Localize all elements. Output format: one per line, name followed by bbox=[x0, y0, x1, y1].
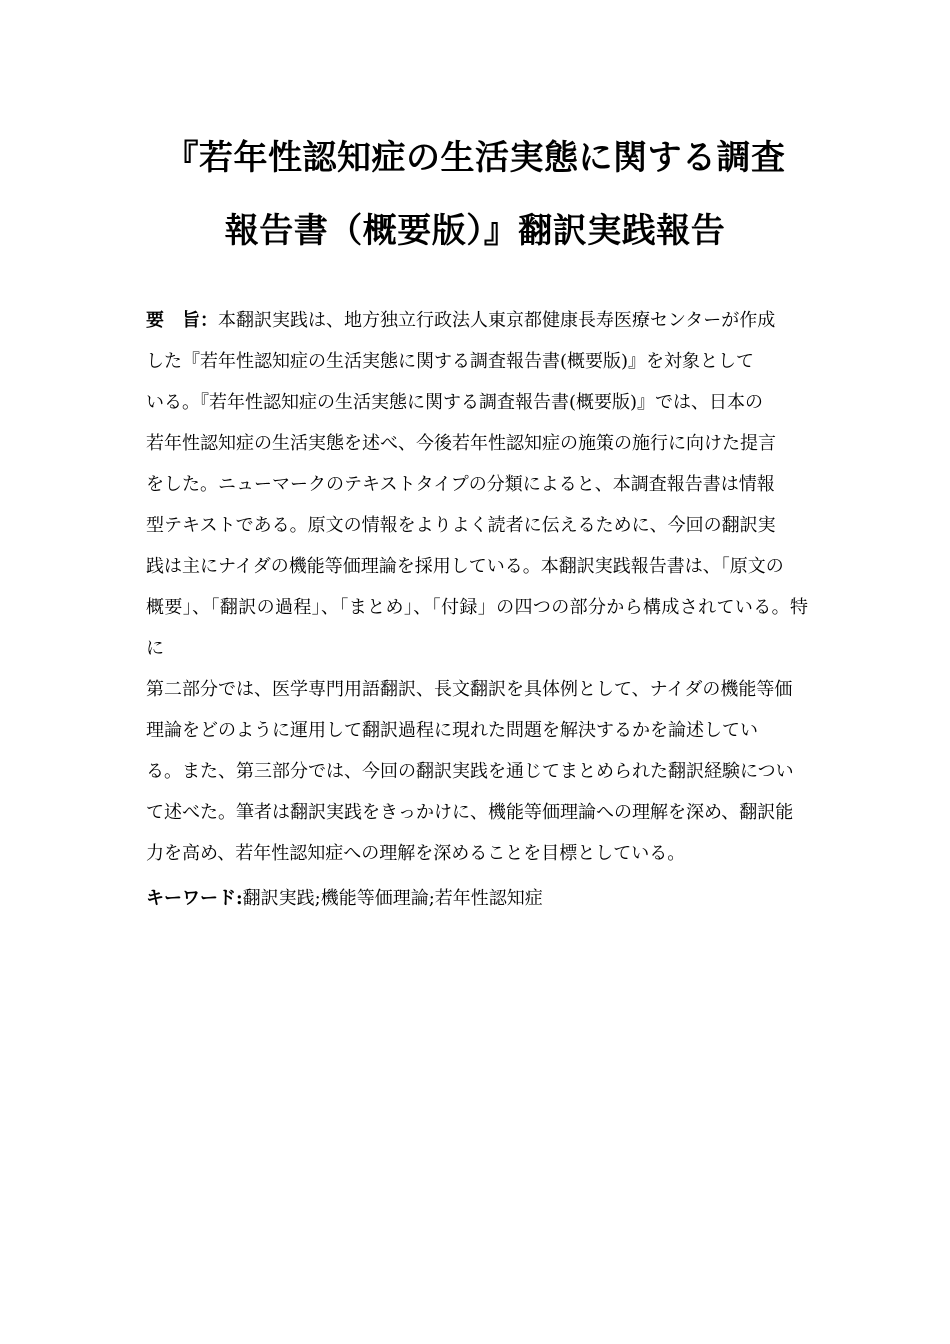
keywords-value: 翻訳実践;機能等価理論;若年性認知症 bbox=[242, 888, 543, 909]
abstract-line: いる。『若年性認知症の生活実態に関する調査報告書(概要版)』では、日本の bbox=[146, 392, 764, 413]
abstract-line: をした。ニューマークのテキストタイプの分類によると、本調査報告書は情報 bbox=[146, 474, 775, 495]
abstract-line: 本翻訳実践は、地方独立行政法人東京都健康長寿医療センターが作成 bbox=[218, 310, 776, 331]
abstract-line: 若年性認知症の生活実態を述べ、今後若年性認知症の施策の施行に向けた提言 bbox=[146, 433, 776, 454]
abstract-line: 理論をどのように運用して翻訳過程に現れた問題を解決するかを論述してい bbox=[146, 720, 758, 741]
document-title bbox=[95, 122, 855, 268]
title-line-1: 『若年性認知症の生活実態に関する調査 bbox=[164, 138, 786, 178]
keywords-label: キーワード: bbox=[146, 888, 243, 909]
title-line-2: 報告書（概要版）』翻訳実践報告 bbox=[224, 211, 726, 251]
abstract bbox=[146, 300, 808, 874]
abstract-line: した『若年性認知症の生活実態に関する調査報告書(概要版)』を対象として bbox=[146, 351, 755, 372]
abstract-line: 践は主にナイダの機能等価理論を採用している。本翻訳実践報告書は、「原文の bbox=[146, 556, 784, 577]
abstract-line: て述べた。筆者は翻訳実践をきっかけに、機能等価理論への理解を深め、翻訳能 bbox=[146, 802, 794, 823]
keywords bbox=[146, 878, 808, 919]
abstract-line: 第二部分では、医学専門用語翻訳、長文翻訳を具体例として、ナイダの機能等価 bbox=[146, 679, 793, 700]
abstract-line: 力を高め、若年性認知症への理解を深めることを目標としている。 bbox=[146, 843, 686, 864]
abstract-line: 概要」、「翻訳の過程」、「まとめ」、「付録」の四つの部分から構成されている。特に bbox=[146, 597, 808, 659]
abstract-label: 要 旨： bbox=[146, 310, 218, 331]
abstract-line: 型テキストである。原文の情報をよりよく読者に伝えるために、今回の翻訳実 bbox=[146, 515, 776, 536]
abstract-line: る。また、第三部分では、今回の翻訳実践を通じてまとめられた翻訳経験につい bbox=[146, 761, 794, 782]
